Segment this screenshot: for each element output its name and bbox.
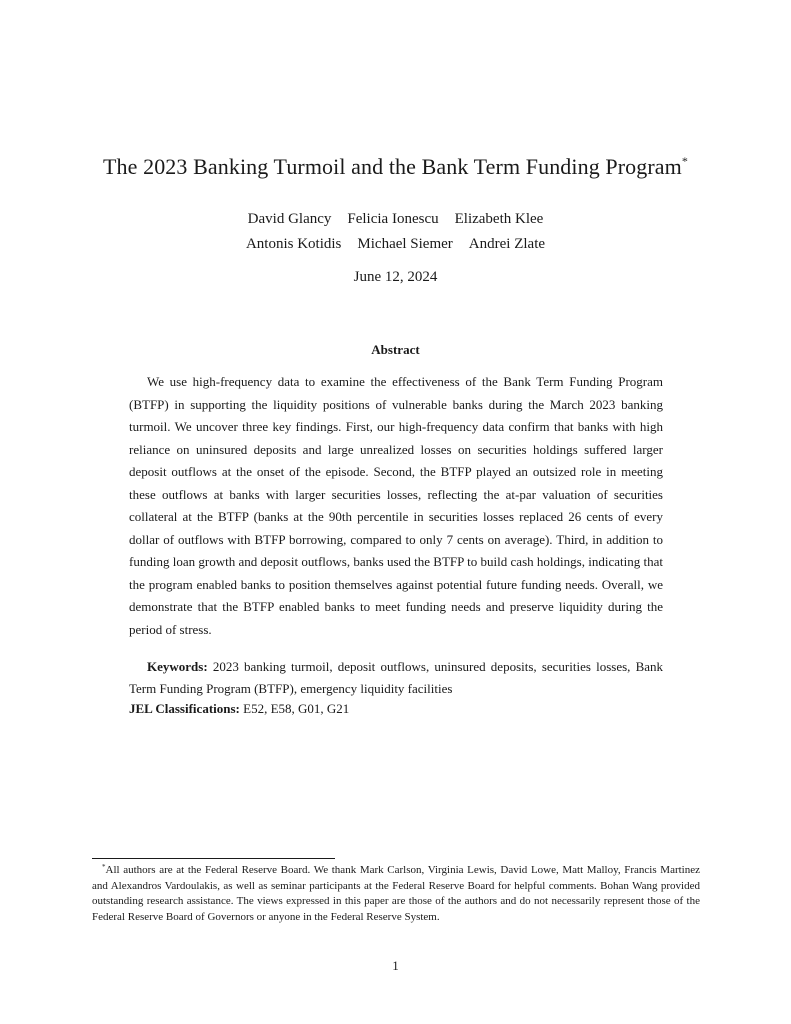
abstract-heading: Abstract bbox=[371, 342, 420, 357]
authors-row-1 bbox=[0, 209, 791, 229]
footnote-divider bbox=[92, 858, 335, 859]
jel-text: E52, E58, G01, G21 bbox=[243, 701, 350, 716]
page-number: 1 bbox=[392, 958, 399, 973]
author-name: Elizabeth Klee bbox=[454, 211, 544, 227]
footnote bbox=[92, 863, 700, 925]
authors-row-2 bbox=[0, 234, 791, 254]
author-name: Michael Siemer bbox=[357, 236, 453, 252]
title-footnote-mark: * bbox=[681, 154, 688, 168]
author-name: David Glancy bbox=[247, 211, 332, 227]
paper-date: June 12, 2024 bbox=[353, 269, 438, 285]
paper-title-text: The 2023 Banking Turmoil and the Bank Term Funding Program bbox=[103, 154, 682, 179]
keywords-label: Keywords: bbox=[147, 659, 208, 674]
author-name: Antonis Kotidis bbox=[245, 236, 342, 252]
keywords-paragraph bbox=[129, 656, 663, 700]
abstract-text: We use high-frequency data to examine the effectiveness of the Bank Term Funding Program (BTFP) in supporting the liquidity positions of vulnerable banks during the March 2023 banking turmoil. We uncover three key findings. First, our high-frequency data confirm that banks with high reliance on uninsured deposits and large unrealized losses on securities holdings suffered larger deposit outflows at the onset of the episode. Second, the BTFP played an outsized role in meeting these outflows at banks with larger securities losses, reflecting the at-par valuation of securities collateral at the BTFP (banks at the 90th percentile in securities losses replaced 26 cents of every dollar of outflows with BTFP borrowing, compared to only 7 cents on average). Third, in addition to funding loan growth and deposit outflows, banks used the BTFP to build cash holdings, indicating that the program enabled banks to position themselves against potential future funding needs. Overall, we demonstrate that the BTFP enabled banks to meet funding needs and preserve liquidity during the period of stress. bbox=[129, 374, 663, 637]
author-name: Andrei Zlate bbox=[468, 236, 546, 252]
footnote-mark: * bbox=[102, 863, 106, 871]
footnote-text: All authors are at the Federal Reserve Board. We thank Mark Carlson, Virginia Lewis, David Lowe, Matt Malloy, Francis Martinez and Alexandros Vardoulakis, as well as seminar participants at the Federal Reserve Board for helpful comments. Bohan Wang provided outstanding research assistance. The views expressed in this paper are those of the authors and do not necessarily represent those of the Federal Reserve Board of Governors or anyone in the Federal Reserve System. bbox=[92, 864, 700, 923]
author-name: Felicia Ionescu bbox=[347, 211, 439, 227]
keywords-text: 2023 banking turmoil, deposit outflows, uninsured deposits, securities losses, Bank Term Funding Program (BTFP), emergency liquidity facilities bbox=[129, 659, 664, 696]
jel-label: JEL Classifications: bbox=[129, 701, 240, 716]
paper-title bbox=[0, 153, 791, 181]
jel-paragraph bbox=[129, 698, 663, 720]
